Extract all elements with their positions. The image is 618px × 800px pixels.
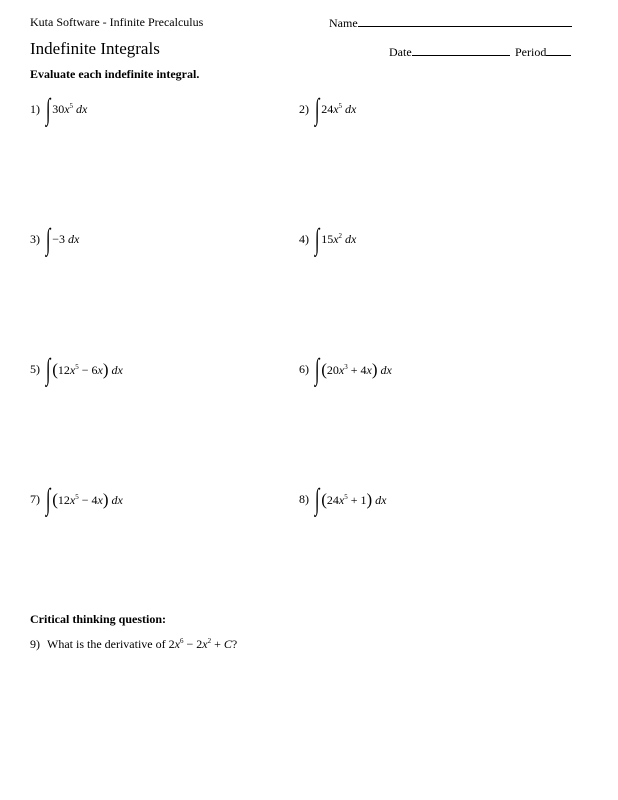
problem-number: 3) [30, 231, 40, 246]
problem-number: 7) [30, 491, 40, 506]
integrand: $(20x^3 + 4x)$ dx [321, 360, 392, 379]
integrand: $(12x^5 - 4x)$ dx [52, 490, 123, 509]
integral-sign: ∫ [45, 223, 51, 256]
problem-3 [30, 224, 79, 254]
problem-number: 9) [30, 637, 40, 651]
integrand: $(24x^5 + 1)$ dx [321, 490, 387, 509]
integral-sign: ∫ [314, 483, 320, 516]
period-line [546, 44, 571, 56]
integrand: $30x^5$ dx [52, 101, 88, 116]
integrand: −3 dx [52, 231, 80, 246]
critical-heading: Critical thinking question: [30, 612, 167, 626]
integral-sign: ∫ [314, 353, 320, 386]
instructions: Evaluate each indefinite integral. [30, 67, 200, 81]
name-line [358, 15, 572, 27]
problem-number: 1) [30, 101, 40, 116]
problem-number: 5) [30, 361, 40, 376]
problem-8 [299, 484, 387, 514]
problem-number: 6) [299, 361, 309, 376]
problem-4 [299, 224, 356, 254]
problem-2 [299, 94, 356, 124]
problem-number: 2) [299, 101, 309, 116]
period-label: Period [515, 45, 547, 59]
name-label: Name [329, 16, 358, 30]
problem-6 [299, 354, 392, 384]
question-text: What is the derivative of $2x^6 - 2x^2 + C$? [47, 637, 238, 651]
problem-1 [30, 94, 87, 124]
worksheet-title: Indefinite Integrals [30, 39, 160, 58]
problem-9 [30, 637, 237, 652]
problem-number: 4) [299, 231, 309, 246]
integral-sign: ∫ [314, 223, 320, 256]
date-field[interactable] [389, 44, 510, 60]
problem-5 [30, 354, 123, 384]
date-line [412, 44, 510, 56]
name-field[interactable] [329, 15, 572, 31]
integrand: $(12x^5 - 6x)$ dx [52, 360, 123, 379]
integral-sign: ∫ [45, 483, 51, 516]
integrand: $15x^2$ dx [321, 231, 357, 246]
period-field[interactable] [515, 44, 571, 60]
date-label: Date [389, 45, 412, 59]
integrand: $24x^5$ dx [321, 101, 357, 116]
integral-sign: ∫ [45, 93, 51, 126]
problem-7 [30, 484, 123, 514]
integral-sign: ∫ [45, 353, 51, 386]
software-label: Kuta Software - Infinite Precalculus [30, 15, 204, 29]
integral-sign: ∫ [314, 93, 320, 126]
problem-number: 8) [299, 491, 309, 506]
